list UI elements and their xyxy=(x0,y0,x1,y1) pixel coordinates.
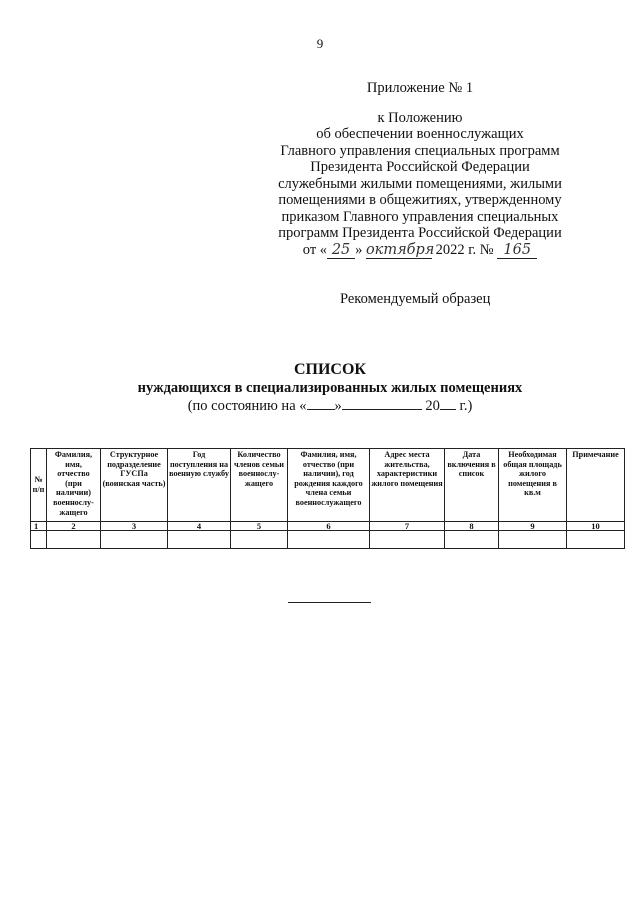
column-number-row xyxy=(31,522,625,531)
recommended-sample-label: Рекомендуемый образец xyxy=(340,291,491,307)
date-mid: » xyxy=(355,241,363,258)
appendix-line: служебными жилыми помещениями, жилыми xyxy=(278,175,562,192)
appendix-block xyxy=(250,80,590,259)
appendix-line: Главного управления специальных программ xyxy=(280,142,560,159)
empty-cell xyxy=(231,531,288,549)
blank-day xyxy=(307,397,335,410)
appendix-line: помещениями в общежитиях, утвержденному xyxy=(278,192,562,208)
empty-cell xyxy=(101,531,168,549)
column-number-cell: 8 xyxy=(445,522,499,531)
column-number-cell: 3 xyxy=(101,522,168,531)
header-cell: Фамилия, имя, отчество (при наличии) военнослу-жащего xyxy=(47,449,101,522)
date-prefix: от « xyxy=(302,241,328,258)
empty-cell xyxy=(445,531,499,549)
header-cell: Дата включения в список xyxy=(445,449,499,522)
state-date-line xyxy=(0,397,640,415)
column-number-cell: 6 xyxy=(288,522,370,531)
appendix-line: приказом Главного управления специальных xyxy=(281,208,559,225)
header-cell: № п/п xyxy=(31,449,47,522)
empty-cell xyxy=(31,531,47,549)
empty-cell xyxy=(168,531,231,549)
column-number-cell: 2 xyxy=(47,522,101,531)
document-title: СПИСОК xyxy=(293,361,367,378)
column-number-cell: 1 xyxy=(31,522,47,531)
blank-month xyxy=(342,397,422,410)
appendix-line: программ Президента Российской Федерации xyxy=(278,225,562,241)
header-cell: Необходимая общая площадь жилого помещения в кв.м xyxy=(499,449,567,522)
document-subtitle: нуждающихся в специализированных жилых помещениях xyxy=(137,380,523,396)
handwritten-order-number: 165 xyxy=(497,242,537,260)
empty-cell xyxy=(567,531,625,549)
appendix-title: Приложение № 1 xyxy=(366,80,474,96)
state-mid: » xyxy=(334,398,342,414)
header-cell: Фамилия, имя, отчество (при наличии), год рождения каждого члена семьи военнослужащего xyxy=(288,449,370,522)
header-cell: Количество членов семьи военнослу-жащего xyxy=(231,449,288,522)
column-number-cell: 10 xyxy=(567,522,625,531)
empty-cell xyxy=(370,531,445,549)
header-row xyxy=(31,449,625,522)
blank-year xyxy=(440,397,456,410)
state-century: 20 xyxy=(425,398,440,414)
list-table xyxy=(30,448,625,549)
footer-divider-line xyxy=(288,602,371,603)
handwritten-day: 25 xyxy=(327,242,355,260)
appendix-line: к Положению xyxy=(377,109,463,126)
column-number-cell: 5 xyxy=(231,522,288,531)
handwritten-month: октября xyxy=(365,241,435,258)
order-date-line xyxy=(250,242,590,260)
state-prefix: (по состоянию на « xyxy=(187,398,307,414)
empty-table-row xyxy=(31,531,625,549)
header-cell: Адрес места жительства, характеристики жилого помещения xyxy=(370,449,445,522)
appendix-line: об обеспечении военнослужащих xyxy=(316,126,524,142)
date-year: 2022 г. № xyxy=(435,241,494,258)
empty-cell xyxy=(499,531,567,549)
empty-cell xyxy=(288,531,370,549)
page-number: 9 xyxy=(316,36,324,51)
state-suffix: г.) xyxy=(459,398,473,414)
empty-cell xyxy=(47,531,101,549)
column-number-cell: 9 xyxy=(499,522,567,531)
appendix-line: Президента Российской Федерации xyxy=(310,159,530,175)
column-number-cell: 4 xyxy=(168,522,231,531)
header-cell: Структурное подразделение ГУСПа (воинская часть) xyxy=(101,449,168,522)
header-cell: Примечание xyxy=(567,449,625,522)
column-number-cell: 7 xyxy=(370,522,445,531)
header-cell: Год поступления на военную службу xyxy=(168,449,231,522)
